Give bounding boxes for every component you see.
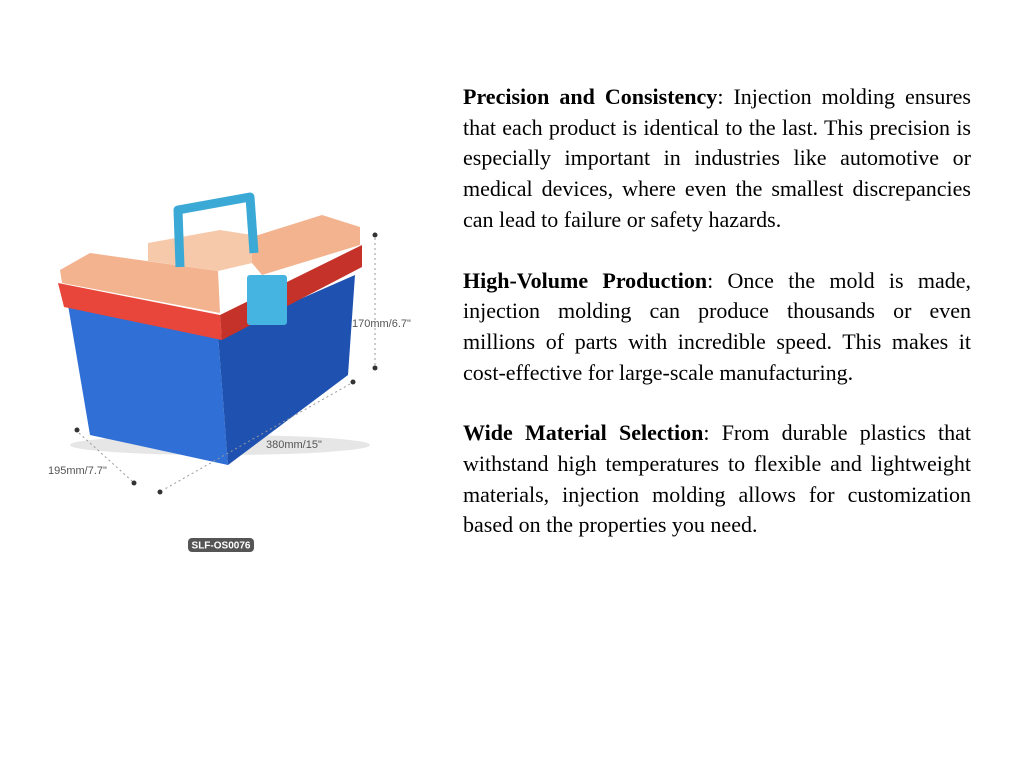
dimension-height-label: 170mm/6.7" [352,318,411,330]
paragraph-separator: : [703,420,710,446]
toolbox-latch [247,275,287,325]
paragraph-precision [463,82,971,236]
paragraph-term: High-Volume Production [463,267,708,293]
dimension-width-label: 195mm/7.7" [48,465,107,477]
toolbox-illustration [30,175,450,575]
text-column [463,82,971,571]
paragraph-body: Once the mold is made, injection molding can produce thousands or even millions of parts with incredible speed. This makes it cost-effective for large-scale manufacturing. [463,267,972,385]
paragraph-body: From durable plastics that withstand high temperatures to flexible and lightweight materials, injection molding allows for customization based on the properties you need. [463,420,972,538]
paragraph-term: Precision and Consistency [463,84,718,109]
model-label-text: SLF-OS0076 [191,540,251,552]
dimension-length-label: 380mm/15" [266,439,322,451]
paragraph-body: Injection molding ensures that each product is identical to the last. This precision is especially important in industries like automotive or medical devices, where even the smallest discrepancies can lead to failure or safety hazards. [463,84,971,232]
paragraph-separator: : [707,267,714,293]
paragraph-materials [463,418,971,541]
paragraph-separator: : [717,84,724,109]
paragraph-term: Wide Material Selection [463,420,704,446]
product-image-toolbox [30,175,450,575]
paragraph-high-volume [463,266,971,389]
